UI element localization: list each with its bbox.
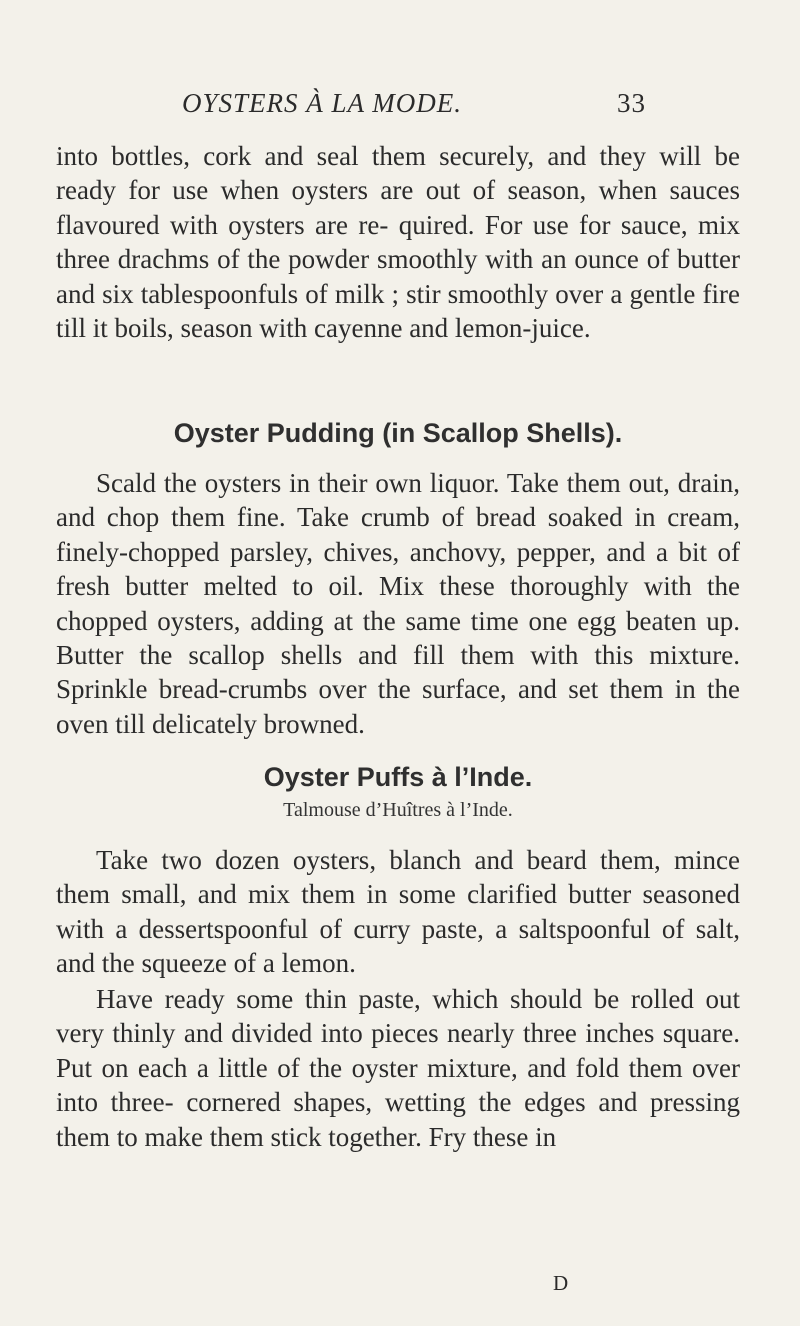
paragraph-oyster-puffs-1: Take two dozen oysters, blanch and beard them, mince them small, and mix them in some clarified butter seasoned with a dessertspoonful of curry paste, a saltspoonful of salt, and the squeeze of a lemon. — [56, 845, 740, 979]
section-subheading-french: Talmouse d’Huîtres à l’Inde. — [283, 799, 513, 821]
section-heading-oyster-pudding: Oyster Pudding (in Scallop Shells). — [173, 418, 623, 448]
section-heading-oyster-puffs: Oyster Puffs à l’Inde. — [263, 762, 533, 792]
running-head-title: OYSTERS À LA MODE. — [182, 88, 463, 118]
signature-mark: D — [553, 1271, 569, 1295]
paragraph-oyster-puffs-2: Have ready some thin paste, which should be rolled out very thinly and divided into pieces nearly three inches square. Put on each a little of the oyster mixture, and fold them over into three- cornered shapes, wetting the edges and pressing them to make them stick together. Fry these in — [56, 984, 740, 1152]
paragraph-continuation: into bottles, cork and seal them securely, and they will be ready for use when oysters are out of season, when sauces flavoured with oysters are re- quired. For use for sauce, mix three drachms of the powder smoothly with an ounce of butter and six tablespoonfuls of milk ; stir smoothly over a gentle fire till it boils, season with cayenne and lemon-juice. — [56, 141, 740, 344]
paragraph-oyster-pudding: Scald the oysters in their own liquor. Take them out, drain, and chop them fine. Take crumb of bread soaked in cream, finely-chopped parsley, chives, anchovy, pepper, and a bit of fresh butter melted to oil. Mix these thoroughly with the chopped oysters, adding at the same time one egg beaten up. Butter the scallop shells and fill them with this mixture. Sprinkle bread-crumbs over the surface, and set them in the oven till delicately browned. — [56, 468, 740, 739]
page-number: 33 — [617, 88, 646, 118]
